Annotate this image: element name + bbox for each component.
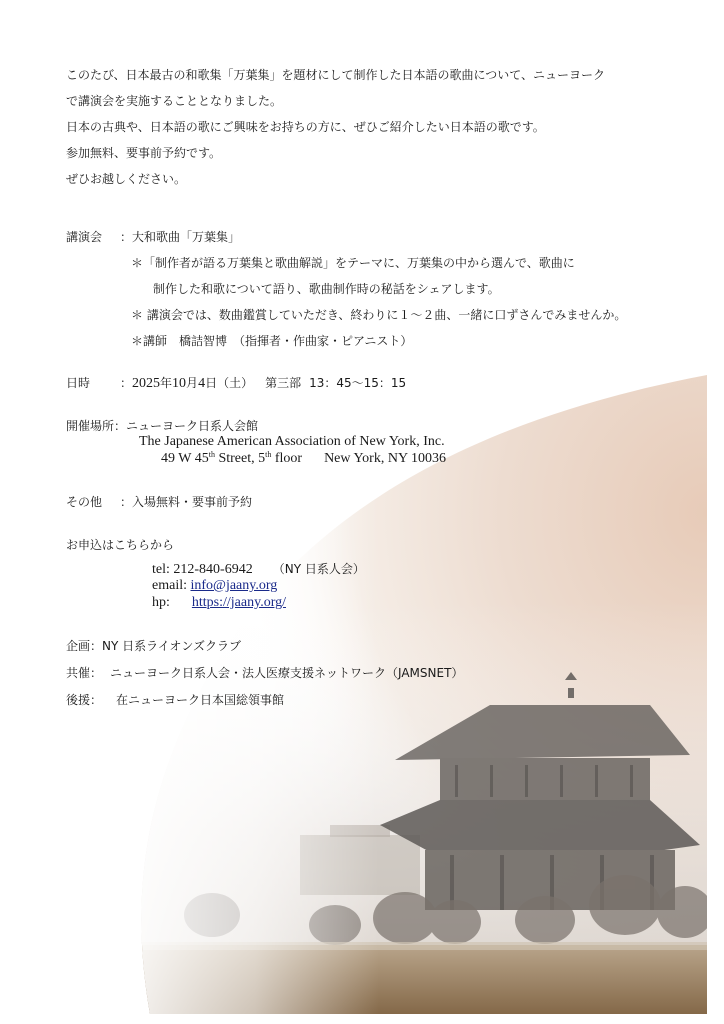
datetime-month: 10 [172,376,187,391]
datetime-time: 13：45〜15：15 [309,376,407,390]
venue-name-ja: ニューヨーク日系人会館 [126,419,259,433]
venue-name-en: The Japanese American Association of New York, Inc. [139,434,445,449]
tel-note: （NY 日系人会） [272,562,365,576]
venue-label: 開催場所 [66,419,115,433]
intro-line: このたび、日本最古の和歌集「万葉集」を題材にして制作した日本語の歌曲について、ニューヨーク [66,68,606,82]
venue-floor: floor [271,451,303,466]
cohost-label: 共催： [66,666,103,680]
lecture-row [66,229,240,245]
support-row [66,692,284,708]
hp-link[interactable]: https://jaany.org/ [191,595,286,610]
lecture-note: ＊「制作者が語る万葉集と歌曲解説」をテーマに、万葉集の中から選んで、歌曲に [131,256,575,270]
email-label: email: [152,578,191,593]
lecture-title: 大和歌曲「万葉集」 [132,230,241,244]
cohost-value: ニューヨーク日系人会・法人医療支援ネットワーク（JAMSNET） [110,666,464,680]
other-row [66,494,252,510]
intro-line: で講演会を実施することとなりました。 [66,94,283,108]
datetime-day-unit: 日（土） [205,376,254,390]
datetime-year-unit: 年 [160,376,173,390]
support-value: 在ニューヨーク日本国総領事館 [116,693,285,707]
venue-city: New York, NY 10036 [324,451,447,466]
plan-value: NY 日系ライオンズクラブ [102,639,242,653]
lecture-note: 制作した和歌について語り、歌曲制作時の秘話をシェアします。 [153,282,500,296]
datetime-year: 2025 [132,376,161,391]
apply-tel-row [152,561,365,578]
venue-street: 49 W 45 [161,451,209,466]
venue-separator: ： [114,419,127,433]
venue-floor-sup: th [265,450,272,459]
datetime-month-unit: 月 [186,376,199,390]
other-separator: ： [120,495,133,509]
venue-row [66,418,258,434]
intro-line: 日本の古典や、日本語の歌にご興味をお持ちの方に、ぜひご紹介したい日本語の歌です。 [66,120,545,134]
venue-street-rest: Street, 5 [214,451,266,466]
apply-hp-row [152,595,286,611]
lecture-label: 講演会 [66,230,103,244]
support-label: 後援： [66,693,103,707]
tel-label: tel: [152,562,174,577]
datetime-label: 日時 [66,376,91,390]
intro-line: ぜひお越しください。 [66,172,187,186]
venue-address [161,451,446,467]
email-link[interactable]: info@jaany.org [190,578,278,593]
lecture-note: ＊ 講演会では、数曲鑑賞していただき、終わりに１〜２曲、一緒に口ずさんでみませんか。 [131,308,627,322]
other-value: 入場無料・要事前予約 [132,495,253,509]
tel-number: 212-840-6942 [173,562,253,577]
lecture-separator: ： [120,230,133,244]
hp-label: hp: [152,595,170,610]
plan-label: 企画： [66,639,103,653]
venue-street-sup: th [208,450,215,459]
lecture-note: ＊講師 橋詰智博 （指揮者・作曲家・ピアニスト） [131,334,413,348]
other-label: その他 [66,495,103,509]
intro-line: 参加無料、要事前予約です。 [66,146,222,160]
datetime-separator: ： [120,376,133,390]
datetime-row [66,375,406,392]
plan-row [66,638,241,654]
apply-heading: お申込はこちらから [66,538,175,552]
apply-email-row [152,578,277,594]
datetime-day: 4 [198,376,206,391]
cohost-row [66,665,463,681]
datetime-session: 第三部 [265,376,302,390]
